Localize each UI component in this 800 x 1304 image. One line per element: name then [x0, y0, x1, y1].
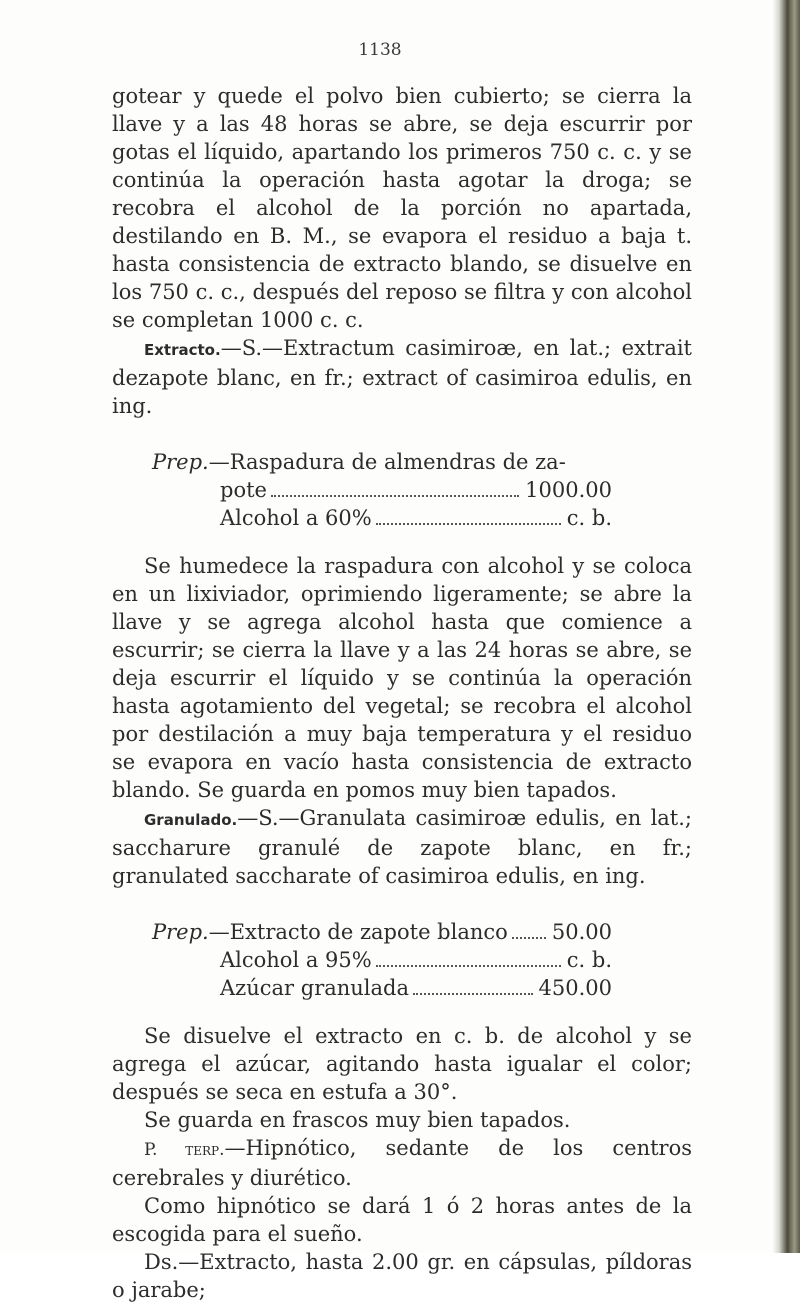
preparation-paragraph: Se humedece la raspadura con alcohol y se coloca en un lixiviador, oprimiendo ligeramente; se abre la llave y se agrega alcohol hasta que comience a escurrir; se cierra la llave y a las 24 horas se abre, se deja escurrir el líquido y se continúa la operación hasta agotamiento del vegetal; se recobra el alcohol por destilación a muy baja temperatura y el residuo se evapora en vacío hasta consistencia de extracto blando. Se guarda en pomos muy bien tapados. [112, 554, 692, 802]
granulado-paragraph [112, 804, 692, 890]
dissolution-paragraph: Se disuelve el extracto en c. b. de alcohol y se agrega el azúcar, agitando hasta igualar el color; después se seca en estufa a 30°. [112, 1024, 692, 1104]
recipe-extracto [152, 448, 612, 532]
recipe-ingredient: Alcohol a 95% [220, 948, 372, 972]
recipe-ingredient: —Raspadura de almendras de za- [208, 450, 566, 474]
extracto-paragraph [112, 334, 692, 420]
page-number: 1138 [358, 40, 402, 60]
recipe-line [152, 476, 612, 504]
recipe-quantity: 50.00 [551, 920, 612, 944]
recipe-line [152, 448, 612, 476]
terp-text: —Hipnótico, sedante de los centros cerebrales y diurético. [112, 1136, 692, 1190]
dosage-paragraph: Ds.—Extracto, hasta 2.00 gr. en cápsulas, píldoras o jarabe; [112, 1250, 692, 1302]
granulado-text: —S.—Granulata casimiroæ edulis, en lat.; saccharure granulé de zapote blanc, en fr.; granulated saccharate of casimiroa edulis, en ing. [112, 806, 692, 888]
recipe-line [152, 946, 612, 974]
recipe-title: Prep. [152, 450, 209, 474]
recipe-granulado [152, 918, 612, 1002]
hypnotic-paragraph: Como hipnótico se dará 1 ó 2 horas antes de la escogida para el sueño. [112, 1194, 692, 1246]
recipe-ingredient: pote [220, 478, 267, 502]
storage-paragraph: Se guarda en frascos muy bien tapados. [144, 1108, 571, 1132]
recipe-quantity: c. b. [566, 948, 612, 972]
recipe-ingredient: Azúcar granulada [220, 976, 409, 1000]
extracto-heading: Extracto. [144, 341, 221, 359]
extracto-text: —S.—Extractum casimiroæ, en lat.; extrait dezapote blanc, en fr.; extract of casimiroa edulis, en ing. [112, 336, 692, 418]
recipe-title: Prep. [152, 920, 209, 944]
granulado-heading: Granulado. [144, 811, 238, 829]
recipe-line [152, 504, 612, 532]
recipe-line [152, 974, 612, 1002]
terp-paragraph [112, 1134, 692, 1192]
intro-paragraph: gotear y quede el polvo bien cubierto; se cierra la llave y a las 48 horas se abre, se deja escurrir por gotas el líquido, apartando los primeros 750 c. c. y se continúa la operación hasta agotar la droga; se recobra el alcohol de la porción no apartada, destilando en B. M., se evapora el residuo a baja t. hasta consistencia de extracto blando, se disuelve en los 750 c. c., después del reposo se filtra y con alcohol se completan 1000 c. c. [112, 84, 692, 332]
recipe-quantity: c. b. [566, 506, 612, 530]
recipe-ingredient: —Extracto de zapote blanco [208, 920, 508, 944]
recipe-line [152, 918, 612, 946]
recipe-ingredient: Alcohol a 60% [220, 506, 372, 530]
page-text [112, 82, 692, 1304]
page-edge-binding [772, 0, 800, 1253]
recipe-quantity: 1000.00 [525, 478, 612, 502]
terp-label: P. terp. [144, 1140, 225, 1160]
recipe-quantity: 450.00 [538, 976, 612, 1000]
